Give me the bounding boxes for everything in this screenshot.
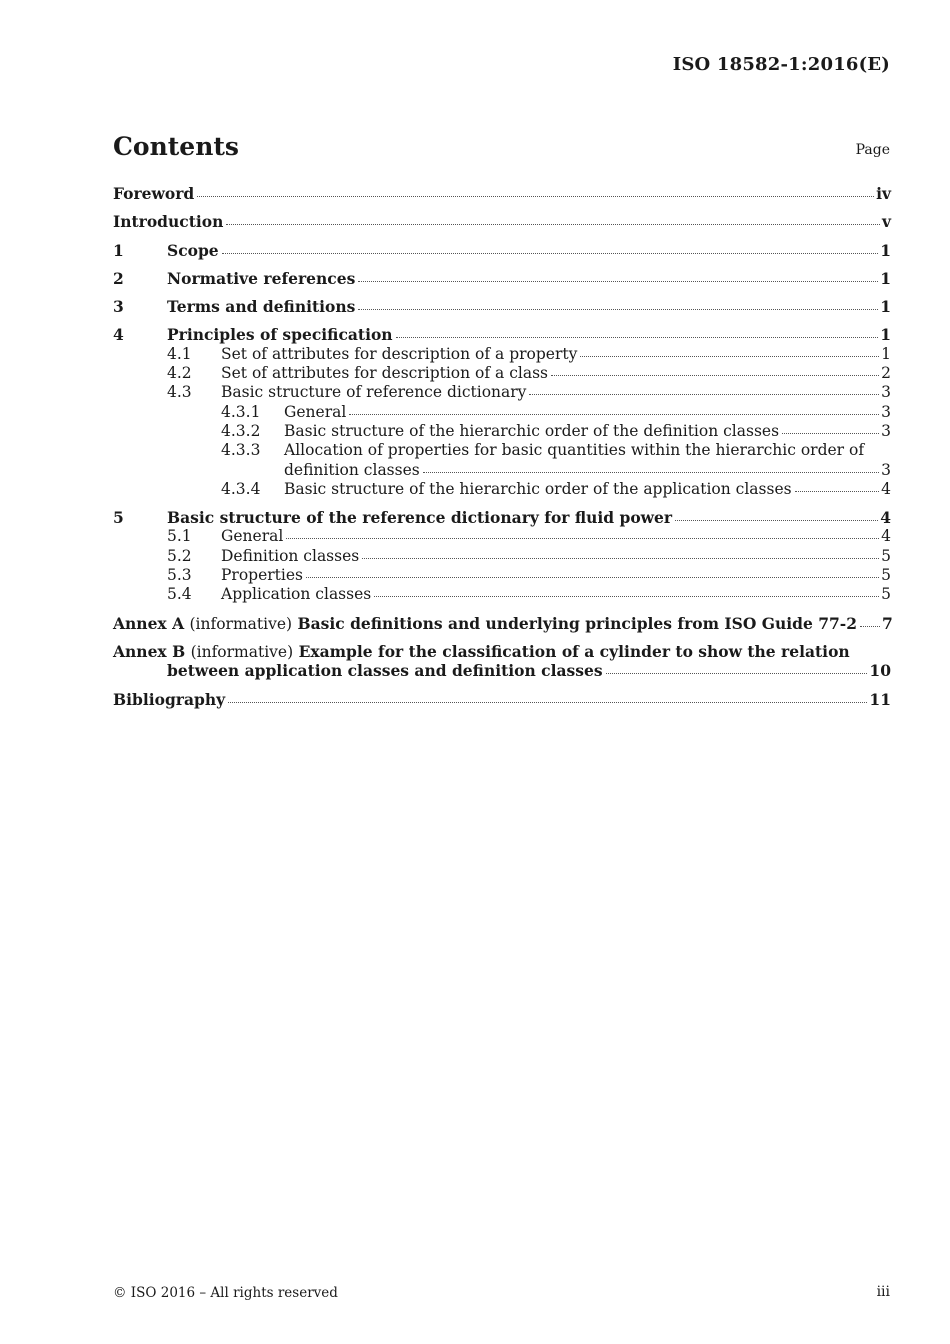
dot-leader	[860, 625, 880, 627]
toc-number: 4.3.2	[221, 421, 261, 440]
document-id: ISO 18582-1:2016(E)	[672, 54, 890, 75]
toc-page: v	[881, 212, 891, 232]
dot-leader	[782, 432, 879, 434]
toc-title: Principles of specification	[167, 325, 393, 345]
toc-page: 5	[881, 566, 891, 585]
toc-title: Normative references	[167, 268, 356, 288]
toc-number: 4	[113, 325, 124, 345]
toc-entry-scope[interactable]	[113, 241, 891, 260]
toc-page: 1	[880, 240, 891, 260]
toc-number: 5	[113, 508, 124, 528]
dot-leader	[349, 413, 879, 415]
dot-leader	[675, 519, 878, 521]
toc-entry-5-1[interactable]	[113, 527, 891, 546]
dot-leader	[795, 490, 880, 492]
footer-copyright: © ISO 2016 – All rights reserved	[113, 1285, 338, 1301]
table-of-contents	[113, 184, 891, 709]
toc-page: 4	[881, 479, 891, 498]
toc-entry-normative-references[interactable]	[113, 269, 891, 288]
toc-entry-annex-a[interactable]	[113, 614, 891, 633]
toc-page: iv	[876, 184, 891, 203]
toc-entry-4-1[interactable]	[113, 345, 891, 364]
toc-number: 4.3.3	[221, 441, 261, 460]
dot-leader	[358, 308, 878, 310]
toc-page: 7	[882, 613, 893, 633]
toc-title: General	[284, 402, 347, 421]
dot-leader	[306, 576, 879, 578]
toc-title: Basic structure of the hierarchic order of the application classes	[284, 479, 792, 498]
toc-number: 3	[113, 297, 124, 317]
toc-page: 1	[880, 297, 891, 317]
toc-entry-5-4[interactable]	[113, 585, 891, 604]
toc-number: 4.1	[167, 344, 192, 363]
dot-leader	[606, 672, 868, 674]
annex-label: Annex B	[113, 641, 186, 661]
dot-leader	[286, 537, 879, 539]
toc-page: 5	[881, 546, 891, 565]
annex-label: Annex A	[113, 613, 185, 633]
toc-title: Definition classes	[221, 546, 360, 565]
toc-entry-terms-definitions[interactable]	[113, 297, 891, 316]
toc-title: Scope	[167, 240, 219, 260]
toc-entry-line	[113, 441, 891, 460]
toc-entry-line	[113, 661, 891, 680]
toc-entry-5-3[interactable]	[113, 566, 891, 585]
toc-title: Set of attributes for description of a property	[221, 344, 578, 363]
toc-title: Properties	[221, 566, 303, 585]
annex-title-line1: Example for the classification of a cylinder to show the relation	[298, 641, 850, 661]
toc-title-line1: Allocation of properties for basic quantities within the hierarchic order of	[284, 441, 865, 460]
toc-page: 1	[880, 268, 891, 288]
annex-title: Basic definitions and underlying principles from ISO Guide 77-2	[297, 613, 858, 633]
annex-title-line2: between application classes and definition classes	[167, 661, 603, 681]
toc-entry-5-2[interactable]	[113, 547, 891, 566]
dot-leader	[222, 252, 879, 254]
toc-entry-4-3[interactable]	[113, 383, 891, 402]
toc-entry-4-3-2[interactable]	[113, 422, 891, 441]
toc-page: 5	[881, 585, 891, 604]
toc-number: 5.1	[167, 527, 192, 546]
toc-page: 1	[880, 325, 891, 345]
toc-number: 5.2	[167, 546, 192, 565]
toc-title: General	[221, 527, 284, 546]
toc-entry-line	[113, 461, 891, 480]
toc-number: 4.3.1	[221, 402, 261, 421]
toc-entry-4-3-1[interactable]	[113, 403, 891, 422]
dot-leader	[197, 195, 874, 197]
toc-title	[113, 614, 857, 634]
toc-title: Foreword	[113, 184, 195, 203]
toc-page: 3	[881, 402, 891, 421]
toc-title	[113, 642, 850, 662]
contents-title: Contents	[113, 132, 240, 161]
toc-title: Basic structure of reference dictionary	[221, 383, 527, 402]
toc-page: 3	[881, 421, 891, 440]
toc-number: 2	[113, 268, 124, 288]
toc-entry-4-3-4[interactable]	[113, 480, 891, 499]
toc-number: 4.3	[167, 383, 192, 402]
toc-title: Introduction	[113, 212, 224, 232]
toc-title: Terms and definitions	[167, 297, 356, 317]
dot-leader	[529, 393, 879, 395]
toc-page: 10	[869, 661, 891, 681]
toc-entry-4-3-3[interactable]	[113, 441, 891, 480]
toc-page: 3	[881, 383, 891, 402]
dot-leader	[374, 595, 879, 597]
toc-page: 4	[881, 527, 891, 546]
toc-number: 5.4	[167, 585, 192, 604]
toc-entry-foreword[interactable]	[113, 184, 891, 203]
toc-page: 4	[880, 508, 891, 528]
dot-leader	[228, 701, 867, 703]
toc-entry-bibliography[interactable]	[113, 690, 891, 709]
toc-page: 11	[869, 689, 891, 709]
toc-title: Set of attributes for description of a class	[221, 364, 548, 383]
dot-leader	[358, 280, 878, 282]
toc-title: Basic structure of the hierarchic order of the definition classes	[284, 421, 780, 440]
annex-type: (informative)	[189, 614, 293, 633]
toc-page: 2	[881, 364, 891, 383]
toc-page: 3	[881, 460, 891, 479]
toc-title: Bibliography	[113, 689, 226, 709]
toc-entry-line	[113, 642, 891, 661]
dot-leader	[362, 557, 879, 559]
toc-number: 5.3	[167, 566, 192, 585]
toc-number: 4.2	[167, 364, 192, 383]
toc-entry-reference-dictionary[interactable]	[113, 508, 891, 527]
toc-page: 1	[881, 344, 891, 363]
toc-number: 1	[113, 240, 124, 260]
toc-entry-introduction[interactable]	[113, 212, 891, 231]
toc-title: Application classes	[221, 585, 372, 604]
dot-leader	[396, 336, 879, 338]
dot-leader	[551, 374, 879, 376]
dot-leader	[226, 223, 880, 225]
toc-entry-annex-b[interactable]	[113, 642, 891, 681]
dot-leader	[423, 471, 879, 473]
toc-entry-4-2[interactable]	[113, 364, 891, 383]
toc-title-line2: definition classes	[284, 460, 420, 479]
toc-title: Basic structure of the reference dictionary for fluid power	[167, 508, 673, 528]
toc-number: 4.3.4	[221, 479, 261, 498]
annex-type: (informative)	[190, 642, 294, 661]
dot-leader	[580, 355, 879, 357]
page-column-label: Page	[855, 142, 890, 158]
footer-page-number: iii	[876, 1284, 890, 1300]
toc-entry-principles[interactable]	[113, 325, 891, 344]
